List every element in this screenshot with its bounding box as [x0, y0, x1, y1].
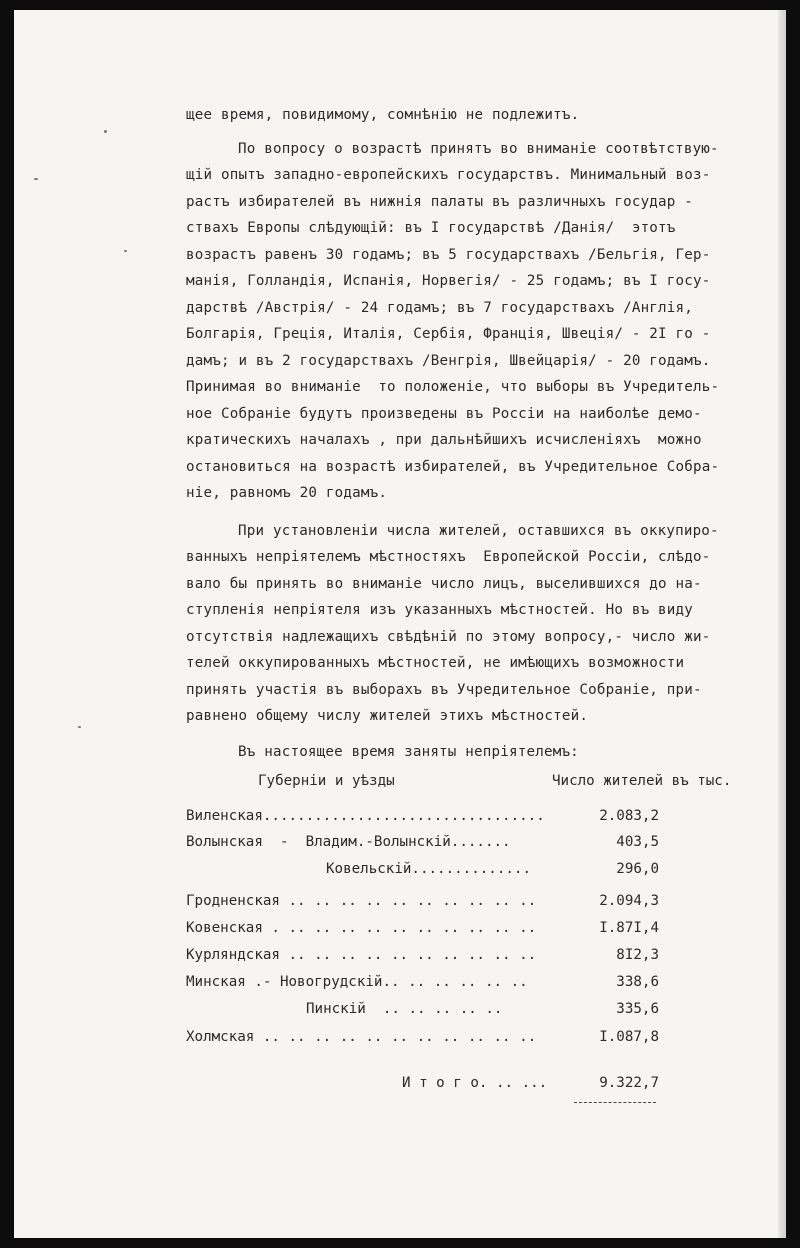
- text-line-7: манія, Голландія, Испанія, Норвегія/ - 25 годамъ; въ I госу-: [186, 273, 711, 289]
- scan-speck: [124, 250, 127, 252]
- row-value-grodnenskaya: 2.094,3: [599, 893, 659, 909]
- row-label-pinsky: Пинскій .. .. .. .. ..: [306, 1001, 503, 1017]
- row-label-kholmskaya: Холмская .. .. .. .. .. .. .. .. .. .. ..: [186, 1029, 537, 1045]
- row-value-kurlyandskaya: 8I2,3: [616, 947, 659, 963]
- total-value: 9.322,7: [599, 1075, 659, 1091]
- text-line-21: телей оккупированныхъ мѣстностей, не имѣющихъ возможности: [186, 655, 685, 671]
- scan-speck: [104, 130, 107, 133]
- text-line-17: ванныхъ непріятелемъ мѣстностяхъ Европейской Россіи, слѣдо-: [186, 549, 711, 565]
- row-label-volynskaya: Волынская - Владим.-Волынскій.......: [186, 834, 511, 850]
- text-line-23: равнено общему числу жителей этихъ мѣстностей.: [186, 708, 589, 724]
- text-line-9: Болгарія, Греція, Италія, Сербія, Франція, Швеція/ - 2I го -: [186, 326, 711, 342]
- text-line-18: вало бы принять во вниманіе число лицъ, выселившихся до на-: [186, 576, 702, 592]
- row-value-pinsky: 335,6: [616, 1001, 659, 1017]
- row-label-kovenskaya: Ковенская . .. .. .. .. .. .. .. .. .. ..: [186, 920, 537, 936]
- total-label: И т о г о. .. ...: [402, 1075, 556, 1091]
- text-line-1: щее время, повидимому, сомнѣнію не подлежитъ.: [186, 107, 580, 123]
- row-label-grodnenskaya: Гродненская .. .. .. .. .. .. .. .. .. ..: [186, 893, 537, 909]
- page-edge: [778, 10, 786, 1238]
- text-line-20: отсутствія надлежащихъ свѣдѣній по этому вопросу,- число жи-: [186, 629, 711, 645]
- text-line-2: По вопросу о возрастѣ принятъ во вниманіе соотвѣтствую-: [238, 141, 719, 157]
- row-value-kholmskaya: I.087,8: [599, 1029, 659, 1045]
- scan-speck: [34, 178, 38, 180]
- text-line-12: ное Собраніе будутъ произведены въ Россіи на наиболѣе демо-: [186, 406, 702, 422]
- text-line-16: При установленіи числа жителей, оставшихся въ оккупиро-: [238, 523, 719, 539]
- text-line-10: дамъ; и въ 2 государствахъ /Венгрія, Швейцарія/ - 20 годамъ.: [186, 353, 711, 369]
- text-line-13: кратическихъ началахъ , при дальнѣйшихъ исчисленіяхъ можно: [186, 432, 702, 448]
- text-line-6: возрастъ равенъ 30 годамъ; въ 5 государствахъ /Бельгія, Гер-: [186, 247, 711, 263]
- row-value-minskaya: 338,6: [616, 974, 659, 990]
- text-line-4: растъ избирателей въ нижнія палаты въ различныхъ государ -: [186, 194, 694, 210]
- scan-speck: [78, 726, 81, 728]
- row-label-kurlyandskaya: Курляндская .. .. .. .. .. .. .. .. .. ..: [186, 947, 537, 963]
- row-value-kovenskaya: I.87I,4: [599, 920, 659, 936]
- row-label-vilenskaya: Виленская.................................: [186, 808, 545, 824]
- text-line-15: ніе, равномъ 20 годамъ.: [186, 485, 388, 501]
- text-line-24: Въ настоящее время заняты непріятелемъ:: [238, 744, 579, 760]
- row-label-minskaya: Минская .- Новогрудскій.. .. .. .. .. ..: [186, 974, 528, 990]
- text-line-22: принять участія въ выборахъ въ Учредительное Собраніе, при-: [186, 682, 702, 698]
- text-line-5: ствахъ Европы слѣдующій: въ I государствѣ /Данія/ этотъ: [186, 220, 676, 236]
- text-line-14: остановиться на возрастѣ избирателей, въ Учредительное Собра-: [186, 459, 720, 475]
- table-header-right: Число жителей въ тыс.: [552, 773, 732, 789]
- text-line-19: ступленія непріятеля изъ указанныхъ мѣстностей. Но въ виду: [186, 602, 694, 618]
- table-header-left: Губерніи и уѣзды: [258, 773, 395, 789]
- text-line-11: Принимая во вниманіе то положеніе, что выборы въ Учредитель-: [186, 379, 720, 395]
- text-line-3: щій опытъ западно-европейскихъ государствъ. Минимальный воз-: [186, 167, 711, 183]
- document-page: [14, 10, 786, 1238]
- sum-divider: [574, 1102, 656, 1103]
- row-value-volynskaya: 403,5: [616, 834, 659, 850]
- text-line-8: дарствѣ /Австрія/ - 24 годамъ; въ 7 государствахъ /Англія,: [186, 300, 694, 316]
- row-value-kovelsky: 296,0: [616, 861, 659, 877]
- row-label-kovelsky: Ковельскій..............: [326, 861, 531, 877]
- row-value-vilenskaya: 2.083,2: [599, 808, 659, 824]
